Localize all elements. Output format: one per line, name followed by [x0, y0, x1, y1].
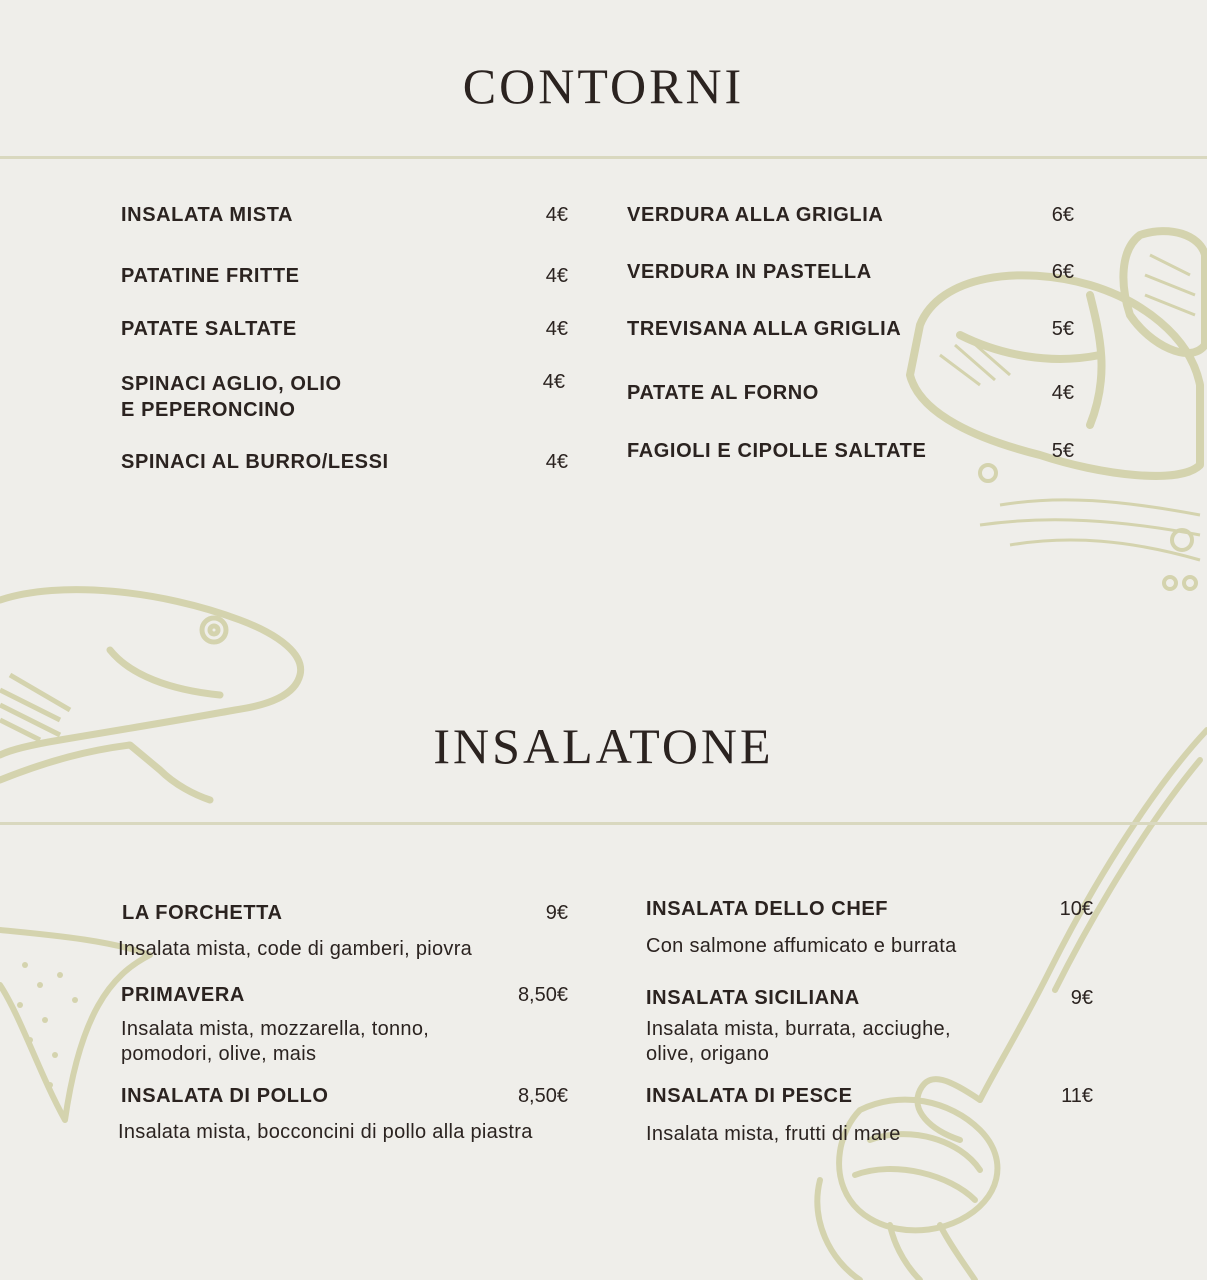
menu-item-description: Con salmone affumicato e burrata [646, 935, 957, 957]
menu-item-name: SPINACI AL BURRO/LESSI [121, 451, 389, 473]
menu-item-price: 4€ [545, 451, 568, 473]
menu-item-description: Insalata mista, code di gamberi, piovra [118, 938, 473, 960]
menu-item-name: SPINACI AGLIO, OLIO [121, 373, 342, 395]
menu-item-name: PRIMAVERA [121, 984, 245, 1006]
menu-item-price: 9€ [545, 902, 568, 924]
menu-item-name: TREVISANA ALLA GRIGLIA [627, 318, 902, 340]
menu-item-description: pomodori, olive, mais [121, 1043, 317, 1065]
menu-item-name: PATATE AL FORNO [627, 382, 819, 404]
menu-item-name: INSALATA DELLO CHEF [646, 898, 889, 920]
menu-item-name: INSALATA MISTA [121, 204, 294, 226]
menu-item-price: 8,50€ [517, 984, 568, 1006]
menu-item-name: PATATE SALTATE [121, 318, 297, 340]
menu-item-description: Insalata mista, burrata, acciughe, [646, 1018, 951, 1040]
menu-item-price: 4€ [545, 318, 568, 340]
menu-item-price: 4€ [542, 371, 565, 393]
menu-item-description: Insalata mista, bocconcini di pollo alla piastra [118, 1121, 533, 1143]
menu-item-name: E PEPERONCINO [121, 399, 296, 421]
fork-with-pasta-illustration [800, 720, 1207, 1280]
menu-item-price: 8,50€ [517, 1085, 568, 1107]
menu-item-price: 6€ [1051, 204, 1074, 226]
menu-item-price: 9€ [1070, 987, 1093, 1009]
section-title-insalatone: INSALATONE [433, 718, 774, 774]
section-title-contorni: CONTORNI [462, 58, 745, 114]
menu-item-price: 6€ [1051, 261, 1074, 283]
menu-item-description: Insalata mista, mozzarella, tonno, [121, 1018, 430, 1040]
menu-item-name: VERDURA ALLA GRIGLIA [627, 204, 884, 226]
menu-item-name: INSALATA DI POLLO [121, 1085, 329, 1107]
menu-item-description: olive, origano [646, 1043, 770, 1065]
menu-item-price: 11€ [1061, 1085, 1093, 1107]
section-divider [0, 156, 1207, 159]
menu-item-name: INSALATA SICILIANA [646, 987, 860, 1009]
menu-item-price: 5€ [1051, 440, 1074, 462]
menu-item-price: 5€ [1051, 318, 1074, 340]
menu-item-name: LA FORCHETTA [122, 902, 283, 924]
menu-item-name: PATATINE FRITTE [121, 265, 300, 287]
menu-item-description: Insalata mista, frutti di mare [646, 1123, 901, 1145]
menu-item-name: VERDURA IN PASTELLA [627, 261, 872, 283]
menu-item-name: FAGIOLI E CIPOLLE SALTATE [627, 440, 927, 462]
menu-item-price: 10€ [1059, 898, 1093, 920]
menu-item-name: INSALATA DI PESCE [646, 1085, 853, 1107]
section-divider [0, 822, 1207, 825]
menu-item-price: 4€ [1051, 382, 1074, 404]
menu-item-price: 4€ [545, 265, 568, 287]
menu-item-price: 4€ [545, 204, 568, 226]
